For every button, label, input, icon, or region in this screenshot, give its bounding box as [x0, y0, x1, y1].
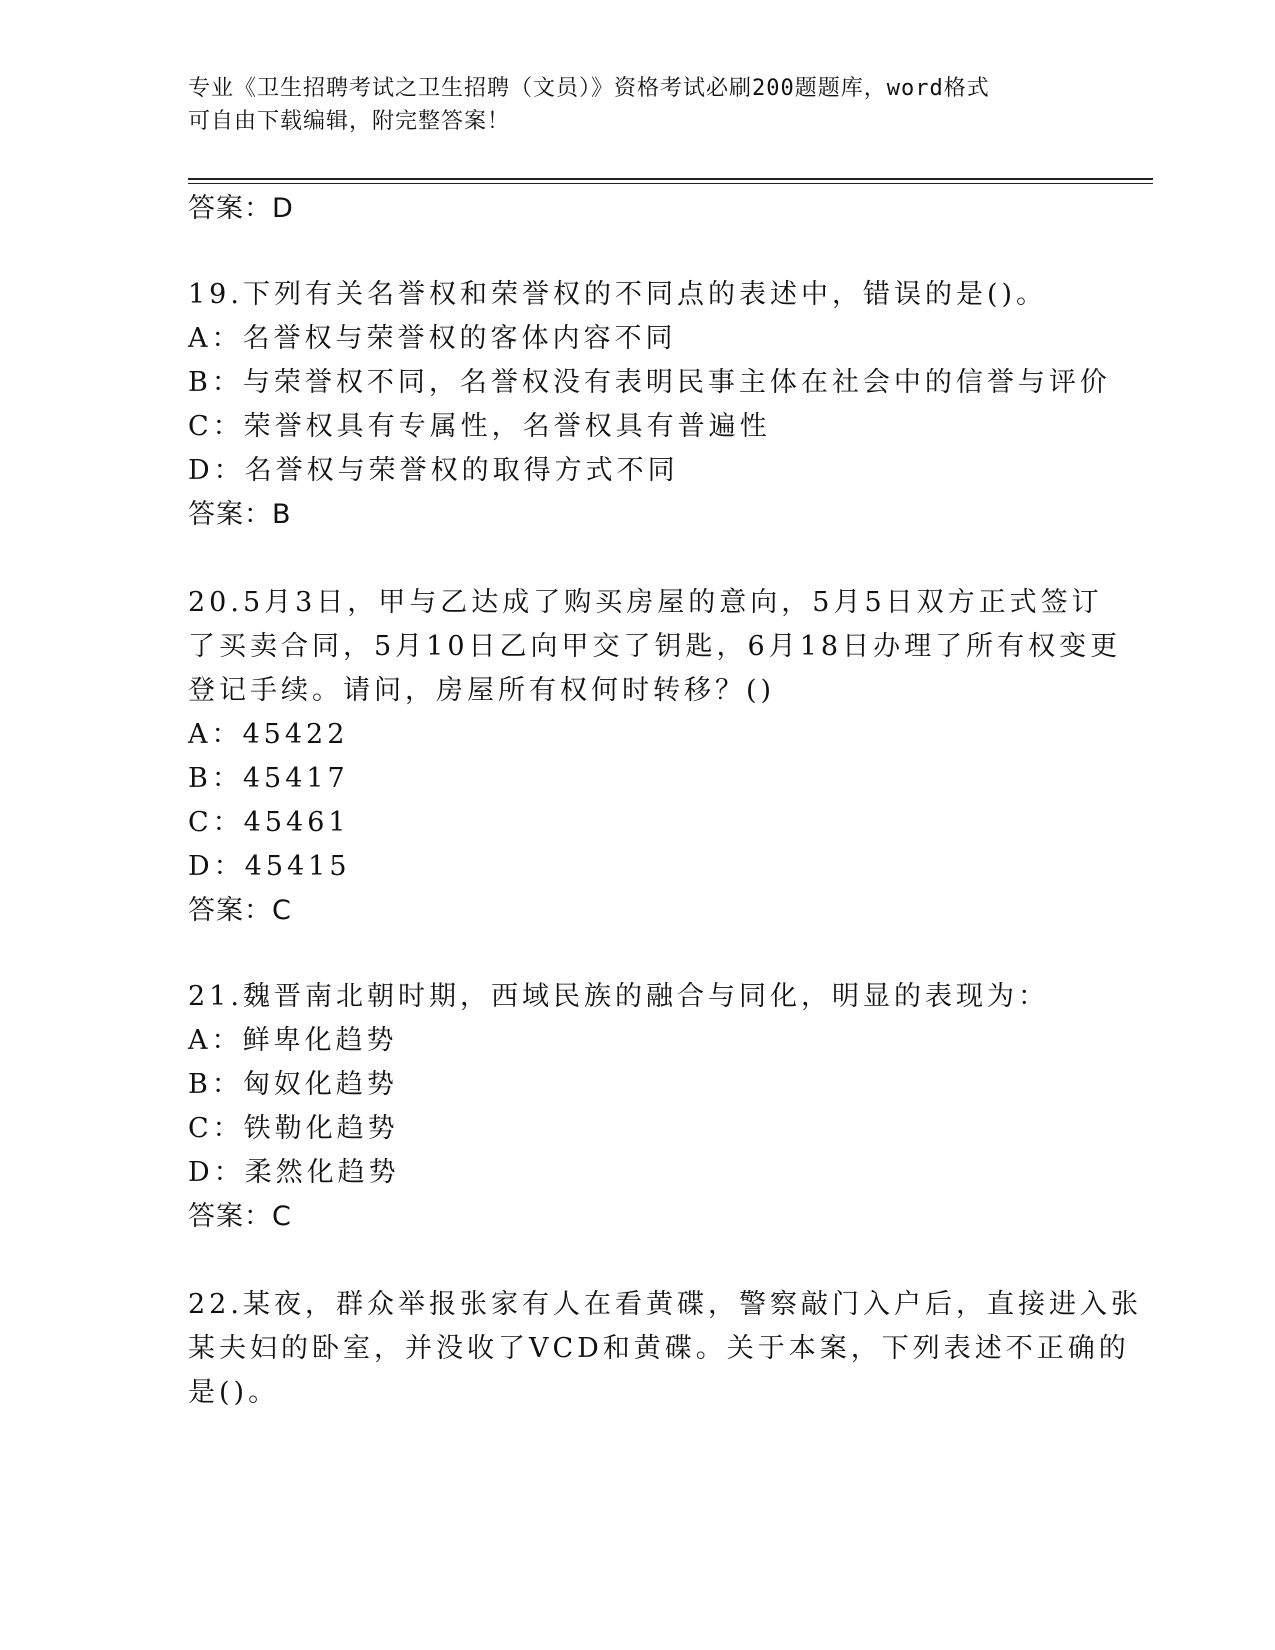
q20-option-c: C：45461: [188, 807, 350, 838]
q19-option-c: C：荣誉权具有专属性，名誉权具有普遍性: [188, 411, 771, 442]
q20-answer: 答案：C: [188, 895, 292, 926]
q19-stem: 19.下列有关名誉权和荣誉权的不同点的表述中，错误的是()。: [188, 279, 1048, 310]
q19-option-d: D：名誉权与荣誉权的取得方式不同: [188, 455, 679, 486]
q21-option-a: A：鲜卑化趋势: [188, 1025, 398, 1056]
q20-option-b: B：45417: [188, 763, 349, 794]
q22-stem-line-1: 22.某夜，群众举报张家有人在看黄碟，警察敲门入户后，直接进入张: [188, 1289, 1142, 1320]
q19-option-b: B：与荣誉权不同，名誉权没有表明民事主体在社会中的信誉与评价: [188, 367, 1111, 398]
q20-stem-line-1: 20.5月3日，甲与乙达成了购买房屋的意向，5月5日双方正式签订: [188, 587, 1103, 618]
header-rule-thin: [188, 183, 1153, 184]
q22-stem-line-2: 某夫妇的卧室，并没收了VCD和黄碟。关于本案，下列表述不正确的: [188, 1333, 1130, 1364]
q20-option-a: A：45422: [188, 719, 349, 750]
q20-stem-line-3: 登记手续。请问，房屋所有权何时转移？(): [188, 675, 776, 706]
q21-answer: 答案：C: [188, 1201, 292, 1232]
q21-stem: 21.魏晋南北朝时期，西域民族的融合与同化，明显的表现为：: [188, 981, 1049, 1012]
answer-top: 答案：D: [188, 193, 294, 224]
header-line-1: 专业《卫生招聘考试之卫生招聘（文员）》资格考试必刷200题题库，word格式: [188, 76, 990, 101]
q21-option-c: C：铁勒化趋势: [188, 1113, 399, 1144]
q22-stem-line-3: 是()。: [188, 1377, 280, 1408]
q21-option-b: B：匈奴化趋势: [188, 1069, 398, 1100]
header-line-2: 可自由下载编辑，附完整答案！: [188, 109, 511, 134]
q20-option-d: D：45415: [188, 851, 351, 882]
document-header: [188, 72, 1068, 138]
q20-stem-line-2: 了买卖合同，5月10日乙向甲交了钥匙，6月18日办理了所有权变更: [188, 631, 1122, 662]
header-rule-thick: [188, 178, 1153, 180]
q19-option-a: A：名誉权与荣誉权的客体内容不同: [188, 323, 677, 354]
q21-option-d: D：柔然化趋势: [188, 1157, 400, 1188]
q19-answer: 答案：B: [188, 499, 292, 530]
